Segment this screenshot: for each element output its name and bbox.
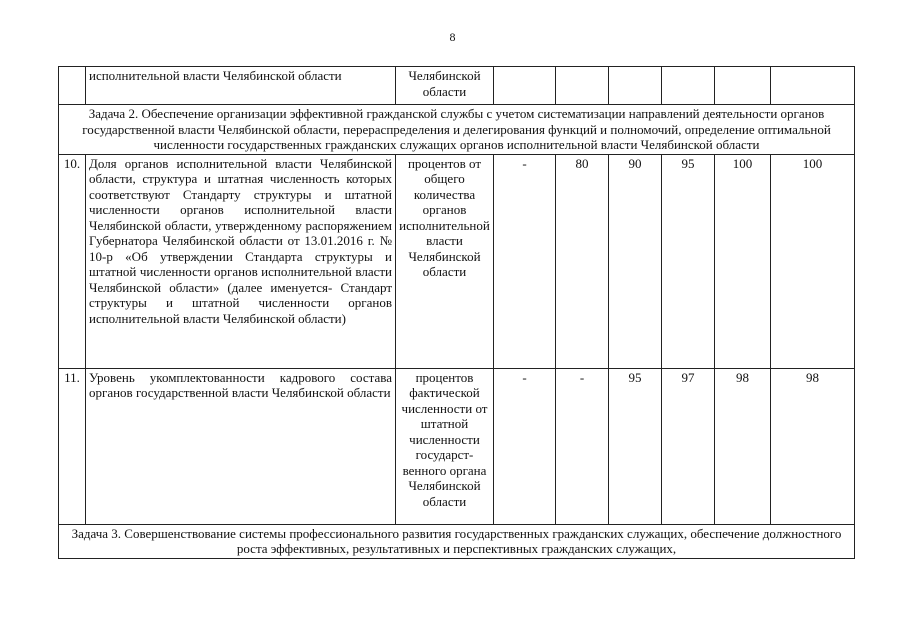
- unit-cell: Челябинской области: [396, 67, 494, 105]
- value-cell: [662, 67, 715, 105]
- value-cell: 90: [609, 154, 662, 368]
- indicators-table: [58, 66, 855, 559]
- value-cell: 100: [715, 154, 771, 368]
- value-cell: -: [494, 368, 556, 524]
- value-cell: [556, 67, 609, 105]
- table-row-11: [59, 368, 855, 524]
- value-cell: 95: [662, 154, 715, 368]
- indicator-name-cell: Доля органов исполнительной власти Челябинской области, структура и штатная численность которых соответствуют Стандарту структуры и штатной численности органов исполнительной власти Челябинской области, утвержденному распоряжением Губернатора Челябинской области от 13.01.2016 г. № 10-р «Об утверждении Стандарта структуры и штатной численности органов исполнительной власти Челябинской области» (далее именуется- Стандарт структуры и штатной численности органов исполнительной власти Челябинской области): [86, 154, 396, 368]
- page-number: 8: [449, 30, 456, 44]
- task-row: [59, 524, 855, 558]
- value-cell: [715, 67, 771, 105]
- value-cell: 97: [662, 368, 715, 524]
- value-cell: 98: [715, 368, 771, 524]
- row-number-cell: 10.: [59, 154, 86, 368]
- value-cell: 100: [771, 154, 855, 368]
- value-cell: 80: [556, 154, 609, 368]
- value-cell: -: [494, 154, 556, 368]
- value-cell: 95: [609, 368, 662, 524]
- table-row-10: [59, 154, 855, 368]
- value-cell: 98: [771, 368, 855, 524]
- task-2-heading: Задача 2. Обеспечение организации эффективной гражданской службы с учетом систематизации направлений деятельности органов государственной власти Челябинской области, перераспределения и делегирования функций и полномочий, определение оптимальной численности государственных гражданских служащих органов исполнительной власти Челябинской области: [59, 105, 855, 155]
- table-row-continued: [59, 67, 855, 105]
- task-row: [59, 105, 855, 155]
- row-number-cell: [59, 67, 86, 105]
- value-cell: [609, 67, 662, 105]
- unit-cell: процентов от общего количества органов исполнительной власти Челябинской области: [396, 154, 494, 368]
- row-number-cell: 11.: [59, 368, 86, 524]
- value-cell: -: [556, 368, 609, 524]
- task-3-heading: Задача 3. Совершенствование системы профессионального развития государственных гражданских служащих, обеспечение должностного роста эффективных, результативных и перспективных гражданских служащих,: [59, 524, 855, 558]
- value-cell: [494, 67, 556, 105]
- indicator-name-cell: исполнительной власти Челябинской области: [86, 67, 396, 105]
- unit-cell: процентов фактической численности от штатной численности государст-венного органа Челябинской области: [396, 368, 494, 524]
- value-cell: [771, 67, 855, 105]
- indicator-name-cell: Уровень укомплектованности кадрового состава органов государственной власти Челябинской области: [86, 368, 396, 524]
